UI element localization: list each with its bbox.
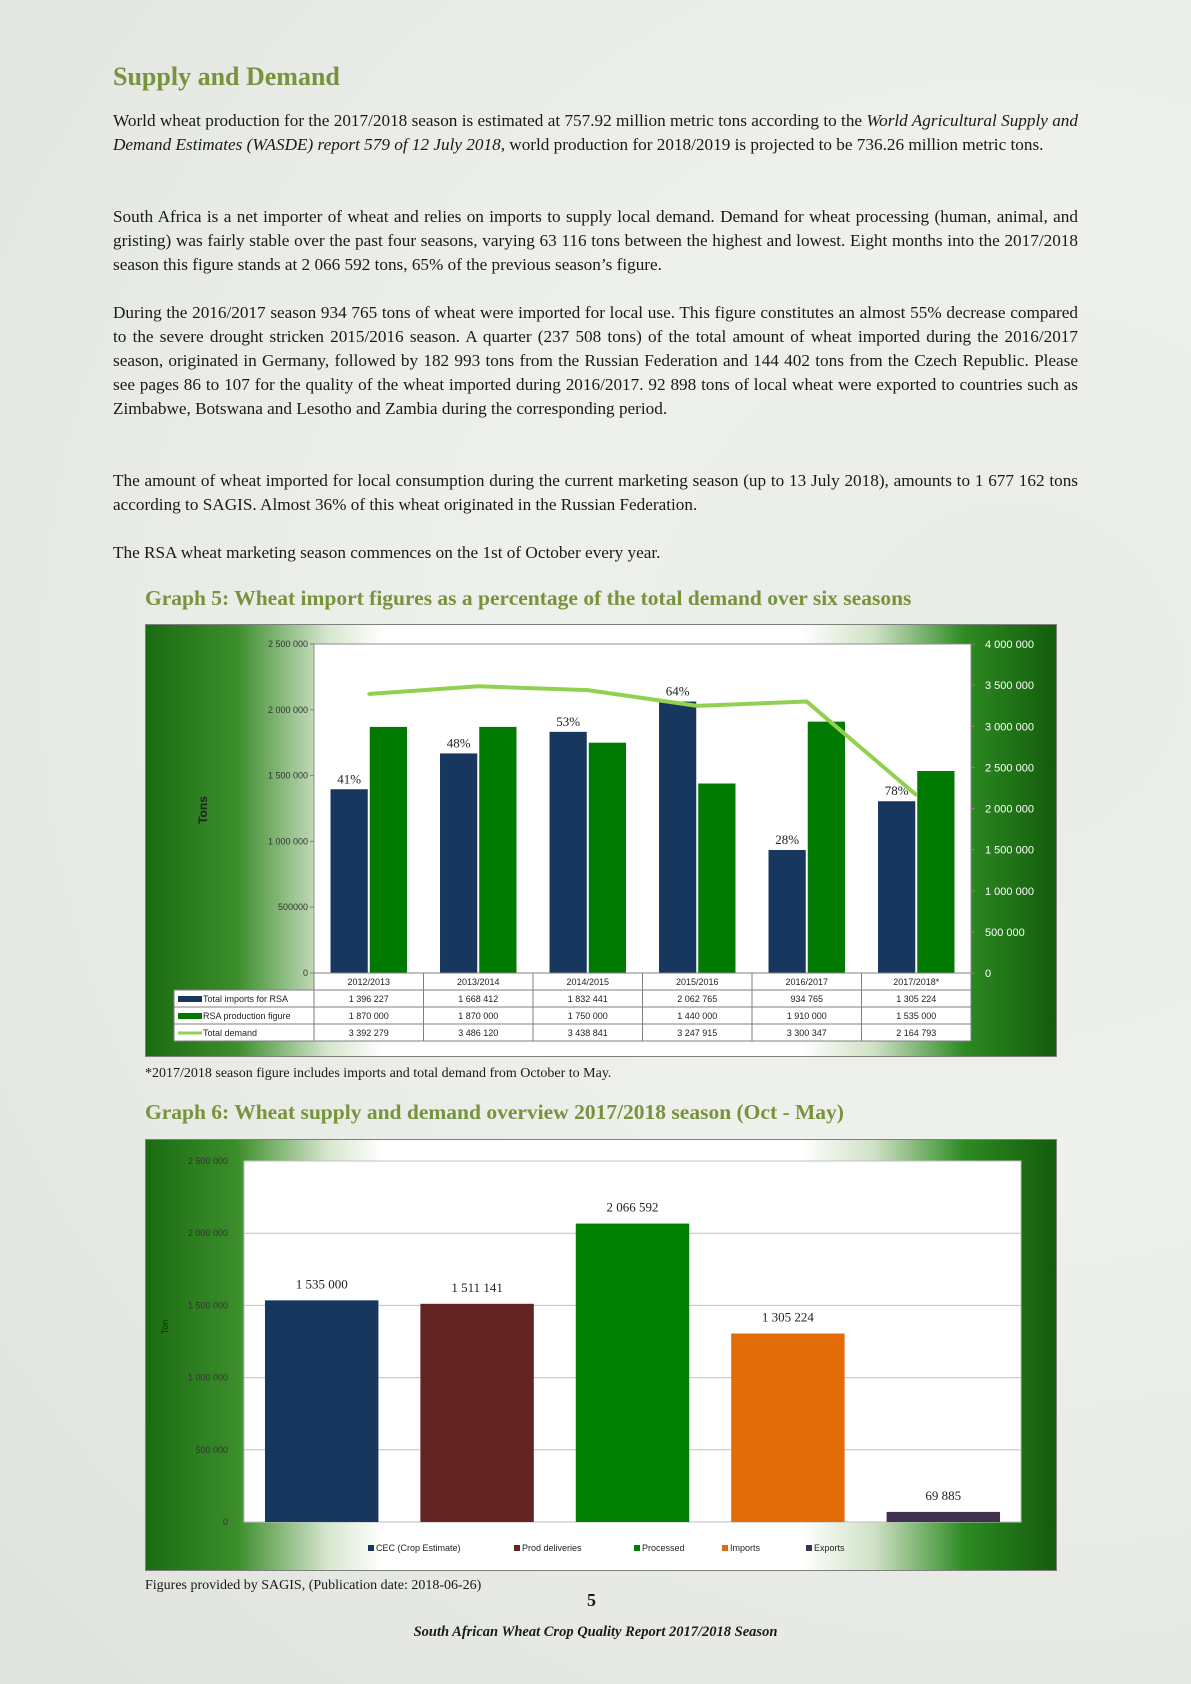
graph5-point-total-demand: [477, 685, 480, 688]
graph5-table-cell: 1 535 000: [896, 1011, 937, 1021]
graph6-data-label: 2 066 592: [606, 1199, 659, 1215]
paragraph-world-production: [113, 109, 1078, 157]
graph5-category-label: 2012/2013: [347, 977, 391, 987]
graph5-legend-label: Total imports for RSA: [203, 994, 289, 1004]
graph5-legend-label: RSA production figure: [203, 1011, 291, 1021]
graph6-y-tick-label: 2 000 000: [187, 1228, 228, 1239]
graph5-category-label: 2016/2017: [785, 977, 829, 987]
graph5-bar-imports: [659, 702, 696, 973]
graph5-table-cell: 1 832 441: [567, 994, 608, 1004]
graph6-bar: [420, 1304, 533, 1522]
graph5-table-cell: 1 750 000: [567, 1011, 608, 1021]
graph6-legend-swatch: [806, 1545, 812, 1551]
p1-text-c: , world production for 2018/2019 is projected to be 736.26 million metric tons.: [500, 135, 1044, 154]
graph6-legend-swatch: [634, 1545, 640, 1551]
graph5-point-total-demand: [696, 704, 699, 707]
graph6-legend-label: Imports: [730, 1543, 761, 1553]
graph5-table-cell: 1 668 412: [458, 994, 499, 1004]
graph5-legend-swatch: [178, 996, 202, 1002]
page-number: 5: [587, 1590, 596, 1610]
graph6-chart: [145, 1139, 1057, 1571]
graph5-legend-label: Total demand: [203, 1028, 258, 1038]
graph5-plot-area: [314, 644, 971, 973]
graph5-bar-imports: [331, 789, 368, 973]
graph5-bar-imports: [550, 732, 587, 973]
graph5-category-label: 2013/2014: [456, 977, 500, 987]
graph6-title: Graph 6: Wheat supply and demand overview 2017/2018 season (Oct - May): [145, 1100, 844, 1124]
graph5-y-tick-label: 2 500 000: [267, 639, 308, 649]
graph6-y-tick-label: 1 500 000: [187, 1300, 228, 1311]
p1-text-wasde: World Agricultural Supply and Demand Estimates (WASDE) report 579 of 12 July 2018: [113, 111, 1078, 154]
graph5-table-cell: 1 305 224: [896, 994, 937, 1004]
graph6-legend-swatch: [722, 1545, 728, 1551]
graph5-y2-tick-label: 2 500 000: [985, 762, 1034, 775]
graph5-percent-label: 53%: [556, 713, 581, 729]
graph6-data-label: 1 535 000: [295, 1276, 348, 1292]
p1-text-a: World wheat production for the 2017/2018 season is estimated at 757.92 million metric tons according to the: [113, 111, 867, 130]
graph5-y2-tick-label: 500 000: [985, 926, 1025, 939]
graph5-bar-imports: [440, 753, 477, 973]
graph5-percent-label: 78%: [884, 783, 909, 799]
graph6-legend-label: Prod deliveries: [522, 1543, 582, 1553]
graph5-y2-tick-label: 2 000 000: [985, 803, 1034, 816]
graph5-y2-tick-label: 4 000 000: [985, 639, 1034, 651]
graph5-category-label: 2014/2015: [566, 977, 610, 987]
graph5-table-cell: 934 765: [790, 994, 824, 1004]
graph6-bar: [887, 1512, 1000, 1522]
graph6-bar: [576, 1224, 689, 1522]
graph5-point-total-demand: [367, 692, 370, 695]
graph6-bar: [731, 1334, 844, 1522]
graph5-category-label: 2015/2016: [675, 977, 719, 987]
graph6-legend-label: CEC (Crop Estimate): [376, 1543, 461, 1553]
graph5-table-cell: 2 062 765: [677, 994, 718, 1004]
graph5-point-total-demand: [805, 700, 808, 703]
graph5-table-cell: 1 870 000: [458, 1011, 499, 1021]
graph5-point-total-demand: [586, 689, 589, 692]
graph6-svg: [146, 1140, 1056, 1570]
paragraph-2016-imports: During the 2016/2017 season 934 765 tons of wheat were imported for local use. This figure constitutes an almost 55% decrease compared to the severe drought stricken 2015/2016 season. A quarter (237 508 tons) of the total amount of wheat imported during the 2016/2017 season, originated in Germany, followed by 182 993 tons from the Russian Federation and 144 402 tons from the Czech Republic. Please see pages 86 to 107 for the quality of the wheat imported during 2016/2017. 92 898 tons of local wheat were exported to countries such as Zimbabwe, Botswana and Lesotho and Zambia during the corresponding period.: [113, 303, 1078, 418]
graph6-y-axis-title: Ton: [160, 1319, 170, 1335]
graph5-table-cell: 3 486 120: [458, 1028, 499, 1038]
graph5-percent-label: 48%: [446, 735, 471, 751]
graph5-percent-label: 64%: [665, 683, 690, 699]
paragraph-current-imports: The amount of wheat imported for local consumption during the current marketing season (up to 13 July 2018), amounts to 1 677 162 tons according to SAGIS. Almost 36% of this wheat originated in the Russian Federation.: [113, 471, 1078, 514]
graph5-y-axis-title: Tons: [196, 796, 210, 824]
graph5-y-tick-label: 500000: [277, 902, 308, 913]
graph6-y-tick-label: 0: [222, 1517, 228, 1527]
graph5-bar-imports: [769, 850, 806, 973]
graph5-percent-label: 41%: [337, 771, 362, 787]
section-heading: Supply and Demand: [113, 62, 340, 91]
graph5-table-cell: 1 440 000: [677, 1011, 718, 1021]
graph5-table-cell: 1 910 000: [786, 1011, 827, 1021]
graph6-data-label: 1 305 224: [761, 1309, 814, 1325]
paragraph-marketing-season: The RSA wheat marketing season commences on the 1st of October every year.: [113, 543, 661, 562]
graph5-bar-production: [589, 743, 626, 973]
graph6-bar: [265, 1300, 378, 1522]
graph5-table-cell: 3 392 279: [348, 1028, 389, 1038]
graph5-table-cell: 3 438 841: [567, 1028, 608, 1038]
graph5-y2-tick-label: 1 500 000: [985, 844, 1034, 857]
graph5-y2-tick-label: 3 000 000: [985, 721, 1034, 734]
graph5-bar-production: [698, 783, 735, 973]
graph5-table-cell: 1 870 000: [348, 1011, 389, 1021]
graph5-bar-production: [917, 771, 954, 973]
graph5-chart: [145, 624, 1057, 1057]
graph6-y-tick-label: 500 000: [195, 1444, 228, 1455]
graph5-table-cell: 1 396 227: [348, 994, 389, 1004]
graph5-svg: [146, 625, 1056, 1056]
graph5-y-tick-label: 0: [302, 968, 308, 978]
graph6-legend-label: Processed: [642, 1543, 685, 1553]
graph5-bar-production: [808, 722, 845, 973]
graph5-y2-tick-label: 1 000 000: [985, 885, 1034, 898]
graph5-table-cell: 3 300 347: [786, 1028, 827, 1038]
graph5-category-label: 2017/2018*: [893, 977, 940, 987]
graph5-y-tick-label: 1 000 000: [267, 836, 308, 847]
source-note: Figures provided by SAGIS, (Publication date: 2018-06-26): [145, 1578, 482, 1593]
graph5-y2-tick-label: 0: [985, 968, 992, 980]
graph5-title: Graph 5: Wheat import figures as a percentage of the total demand over six seasons: [145, 586, 912, 610]
paragraph-net-importer: South Africa is a net importer of wheat and relies on imports to supply local demand. Demand for wheat processing (human, animal, and gristing) was fairly stable over the past four seasons, varying 63 116 tons between the highest and lowest. Eight months into the 2017/2018 season this figure stands at 2 066 592 tons, 65% of the previous season’s figure.: [113, 207, 1078, 274]
graph5-bar-production: [370, 727, 407, 973]
graph5-bar-imports: [878, 801, 915, 973]
graph5-table-cell: 3 247 915: [677, 1028, 718, 1038]
graph5-y2-tick-label: 3 500 000: [985, 680, 1034, 693]
graph6-y-tick-label: 1 000 000: [187, 1372, 228, 1383]
graph6-y-tick-label: 2 500 000: [187, 1156, 228, 1166]
graph5-bar-production: [479, 727, 516, 973]
graph6-legend-swatch: [514, 1545, 520, 1551]
graph5-point-total-demand: [915, 793, 918, 796]
graph5-legend-swatch: [178, 1013, 202, 1019]
graph6-legend-swatch: [368, 1545, 374, 1551]
graph5-percent-label: 28%: [775, 831, 800, 847]
graph5-y-tick-label: 2 000 000: [267, 704, 308, 715]
graph6-legend-label: Exports: [814, 1543, 845, 1553]
graph6-data-label: 69 885: [925, 1487, 962, 1503]
page-footer: South African Wheat Crop Quality Report 2017/2018 Season: [413, 1624, 778, 1640]
graph5-table-cell: 2 164 793: [896, 1028, 937, 1038]
graph5-y-tick-label: 1 500 000: [267, 770, 308, 781]
graph6-data-label: 1 511 141: [451, 1279, 503, 1295]
graph5-footnote: *2017/2018 season figure includes imports and total demand from October to May.: [145, 1066, 612, 1081]
